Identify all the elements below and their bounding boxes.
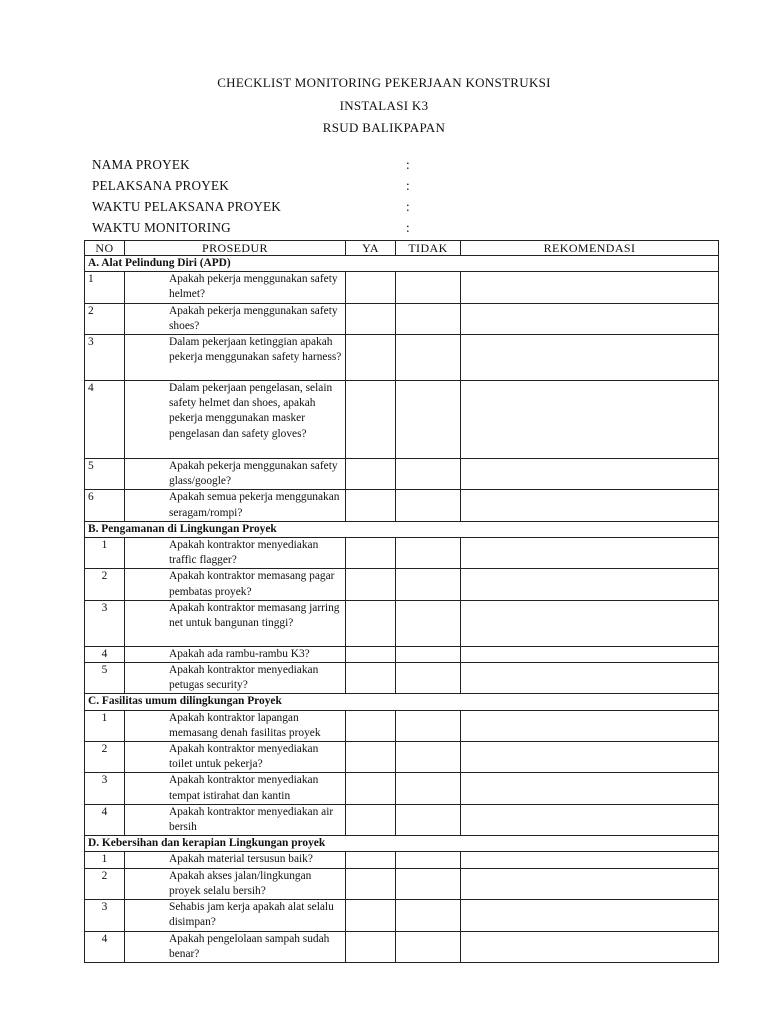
info-colon: :	[406, 220, 410, 235]
item-number: 4	[85, 381, 125, 459]
item-question: Sehabis jam kerja apakah alat selalu disimpan?	[125, 900, 346, 931]
item-question: Apakah kontraktor lapangan memasang denah fasilitas proyek	[125, 710, 346, 741]
info-row-waktu-monitoring	[92, 217, 532, 238]
ya-checkbox-cell[interactable]	[346, 272, 396, 303]
ya-checkbox-cell[interactable]	[346, 335, 396, 381]
table-row	[85, 931, 719, 962]
title-line-3: RSUD BALIKPAPAN	[322, 120, 446, 135]
tidak-checkbox-cell[interactable]	[396, 569, 461, 600]
item-question: Apakah pekerja menggunakan safety glass/google?	[125, 459, 346, 490]
item-number: 3	[85, 335, 125, 381]
ya-checkbox-cell[interactable]	[346, 600, 396, 646]
item-number: 5	[85, 459, 125, 490]
document-title	[0, 72, 768, 140]
item-question: Apakah kontraktor memasang jarring net untuk bangunan tinggi?	[125, 600, 346, 646]
table-row	[85, 335, 719, 381]
table-body	[85, 256, 719, 963]
table-row	[85, 381, 719, 459]
table-row	[85, 600, 719, 646]
header-prosedur: PROSEDUR	[125, 241, 346, 256]
tidak-checkbox-cell[interactable]	[396, 646, 461, 662]
item-question: Apakah ada rambu-rambu K3?	[125, 646, 346, 662]
section-title: D. Kebersihan dan kerapian Lingkungan proyek	[85, 836, 719, 852]
table-row	[85, 710, 719, 741]
tidak-checkbox-cell[interactable]	[396, 663, 461, 694]
table-row	[85, 868, 719, 899]
item-number: 3	[85, 600, 125, 646]
table-row	[85, 569, 719, 600]
ya-checkbox-cell[interactable]	[346, 646, 396, 662]
section-row	[85, 521, 719, 537]
rekomendasi-cell[interactable]	[461, 663, 719, 694]
ya-checkbox-cell[interactable]	[346, 381, 396, 459]
rekomendasi-cell[interactable]	[461, 272, 719, 303]
ya-checkbox-cell[interactable]	[346, 710, 396, 741]
tidak-checkbox-cell[interactable]	[396, 381, 461, 459]
ya-checkbox-cell[interactable]	[346, 459, 396, 490]
header-tidak: TIDAK	[396, 241, 461, 256]
item-question: Apakah kontraktor menyediakan air bersih	[125, 804, 346, 835]
item-question: Apakah kontraktor menyediakan tempat istirahat dan kantin	[125, 773, 346, 804]
rekomendasi-cell[interactable]	[461, 303, 719, 334]
ya-checkbox-cell[interactable]	[346, 852, 396, 868]
item-question: Apakah kontraktor memasang pagar pembatas proyek?	[125, 569, 346, 600]
project-info	[92, 154, 532, 238]
header-ya: YA	[346, 241, 396, 256]
rekomendasi-cell[interactable]	[461, 773, 719, 804]
table-row	[85, 804, 719, 835]
tidak-checkbox-cell[interactable]	[396, 490, 461, 521]
item-number: 2	[85, 569, 125, 600]
header-rekomendasi: REKOMENDASI	[461, 241, 719, 256]
table-header-row	[85, 241, 719, 256]
table-row	[85, 663, 719, 694]
tidak-checkbox-cell[interactable]	[396, 742, 461, 773]
title-line-2: INSTALASI K3	[339, 97, 429, 113]
ya-checkbox-cell[interactable]	[346, 773, 396, 804]
item-number: 2	[85, 868, 125, 899]
table-row	[85, 852, 719, 868]
tidak-checkbox-cell[interactable]	[396, 600, 461, 646]
rekomendasi-cell[interactable]	[461, 868, 719, 899]
table-row	[85, 646, 719, 662]
info-label: PELAKSANA PROYEK	[92, 178, 229, 193]
tidak-checkbox-cell[interactable]	[396, 538, 461, 569]
item-question: Dalam pekerjaan pengelasan, selain safety helmet dan shoes, apakah pekerja menggunakan masker pengelasan dan safety gloves?	[125, 381, 346, 459]
rekomendasi-cell[interactable]	[461, 852, 719, 868]
ya-checkbox-cell[interactable]	[346, 900, 396, 931]
checklist-table	[84, 240, 719, 963]
item-question: Dalam pekerjaan ketinggian apakah pekerja menggunakan safety harness?	[125, 335, 346, 381]
ya-checkbox-cell[interactable]	[346, 663, 396, 694]
item-number: 5	[85, 663, 125, 694]
item-number: 2	[85, 303, 125, 334]
section-row	[85, 694, 719, 710]
tidak-checkbox-cell[interactable]	[396, 804, 461, 835]
item-number: 3	[85, 900, 125, 931]
tidak-checkbox-cell[interactable]	[396, 868, 461, 899]
item-number: 2	[85, 742, 125, 773]
item-number: 1	[85, 852, 125, 868]
item-question: Apakah kontraktor menyediakan petugas security?	[125, 663, 346, 694]
title-line-1: CHECKLIST MONITORING PEKERJAAN KONSTRUKSI	[217, 75, 551, 90]
info-row-pelaksana-proyek	[92, 175, 532, 196]
item-number: 4	[85, 804, 125, 835]
tidak-checkbox-cell[interactable]	[396, 931, 461, 962]
tidak-checkbox-cell[interactable]	[396, 773, 461, 804]
header-no: NO	[85, 241, 125, 256]
rekomendasi-cell[interactable]	[461, 335, 719, 381]
ya-checkbox-cell[interactable]	[346, 868, 396, 899]
item-number: 6	[85, 490, 125, 521]
item-question: Apakah pekerja menggunakan safety shoes?	[125, 303, 346, 334]
section-title: C. Fasilitas umum dilingkungan Proyek	[85, 694, 719, 710]
info-colon: :	[406, 199, 410, 214]
item-question: Apakah akses jalan/lingkungan proyek selalu bersih?	[125, 868, 346, 899]
rekomendasi-cell[interactable]	[461, 931, 719, 962]
rekomendasi-cell[interactable]	[461, 381, 719, 459]
item-number: 1	[85, 272, 125, 303]
table-row	[85, 742, 719, 773]
table-row	[85, 773, 719, 804]
item-number: 4	[85, 931, 125, 962]
item-question: Apakah pekerja menggunakan safety helmet?	[125, 272, 346, 303]
rekomendasi-cell[interactable]	[461, 490, 719, 521]
info-label: WAKTU MONITORING	[92, 220, 231, 235]
rekomendasi-cell[interactable]	[461, 569, 719, 600]
section-title: A. Alat Pelindung Diri (APD)	[85, 256, 719, 272]
item-question: Apakah pengelolaan sampah sudah benar?	[125, 931, 346, 962]
tidak-checkbox-cell[interactable]	[396, 335, 461, 381]
info-colon: :	[406, 178, 410, 193]
rekomendasi-cell[interactable]	[461, 600, 719, 646]
tidak-checkbox-cell[interactable]	[396, 710, 461, 741]
ya-checkbox-cell[interactable]	[346, 490, 396, 521]
table-row	[85, 459, 719, 490]
section-row	[85, 256, 719, 272]
item-number: 1	[85, 710, 125, 741]
rekomendasi-cell[interactable]	[461, 646, 719, 662]
info-label: NAMA PROYEK	[92, 157, 190, 172]
tidak-checkbox-cell[interactable]	[396, 900, 461, 931]
ya-checkbox-cell[interactable]	[346, 931, 396, 962]
info-colon: :	[406, 157, 410, 172]
item-number: 3	[85, 773, 125, 804]
item-question: Apakah kontraktor menyediakan traffic flagger?	[125, 538, 346, 569]
rekomendasi-cell[interactable]	[461, 900, 719, 931]
item-question: Apakah material tersusun baik?	[125, 852, 346, 868]
item-number: 1	[85, 538, 125, 569]
rekomendasi-cell[interactable]	[461, 804, 719, 835]
item-question: Apakah semua pekerja menggunakan seragam/rompi?	[125, 490, 346, 521]
rekomendasi-cell[interactable]	[461, 538, 719, 569]
ya-checkbox-cell[interactable]	[346, 742, 396, 773]
info-row-waktu-pelaksana	[92, 196, 532, 217]
section-row	[85, 836, 719, 852]
item-number: 4	[85, 646, 125, 662]
ya-checkbox-cell[interactable]	[346, 804, 396, 835]
info-row-nama-proyek	[92, 154, 532, 175]
ya-checkbox-cell[interactable]	[346, 538, 396, 569]
section-title: B. Pengamanan di Lingkungan Proyek	[85, 521, 719, 537]
table-row	[85, 303, 719, 334]
rekomendasi-cell[interactable]	[461, 459, 719, 490]
tidak-checkbox-cell[interactable]	[396, 459, 461, 490]
ya-checkbox-cell[interactable]	[346, 303, 396, 334]
rekomendasi-cell[interactable]	[461, 710, 719, 741]
info-label: WAKTU PELAKSANA PROYEK	[92, 199, 282, 214]
tidak-checkbox-cell[interactable]	[396, 303, 461, 334]
table-row	[85, 490, 719, 521]
rekomendasi-cell[interactable]	[461, 742, 719, 773]
tidak-checkbox-cell[interactable]	[396, 852, 461, 868]
table-row	[85, 538, 719, 569]
ya-checkbox-cell[interactable]	[346, 569, 396, 600]
table-row	[85, 900, 719, 931]
tidak-checkbox-cell[interactable]	[396, 272, 461, 303]
table-row	[85, 272, 719, 303]
item-question: Apakah kontraktor menyediakan toilet untuk pekerja?	[125, 742, 346, 773]
